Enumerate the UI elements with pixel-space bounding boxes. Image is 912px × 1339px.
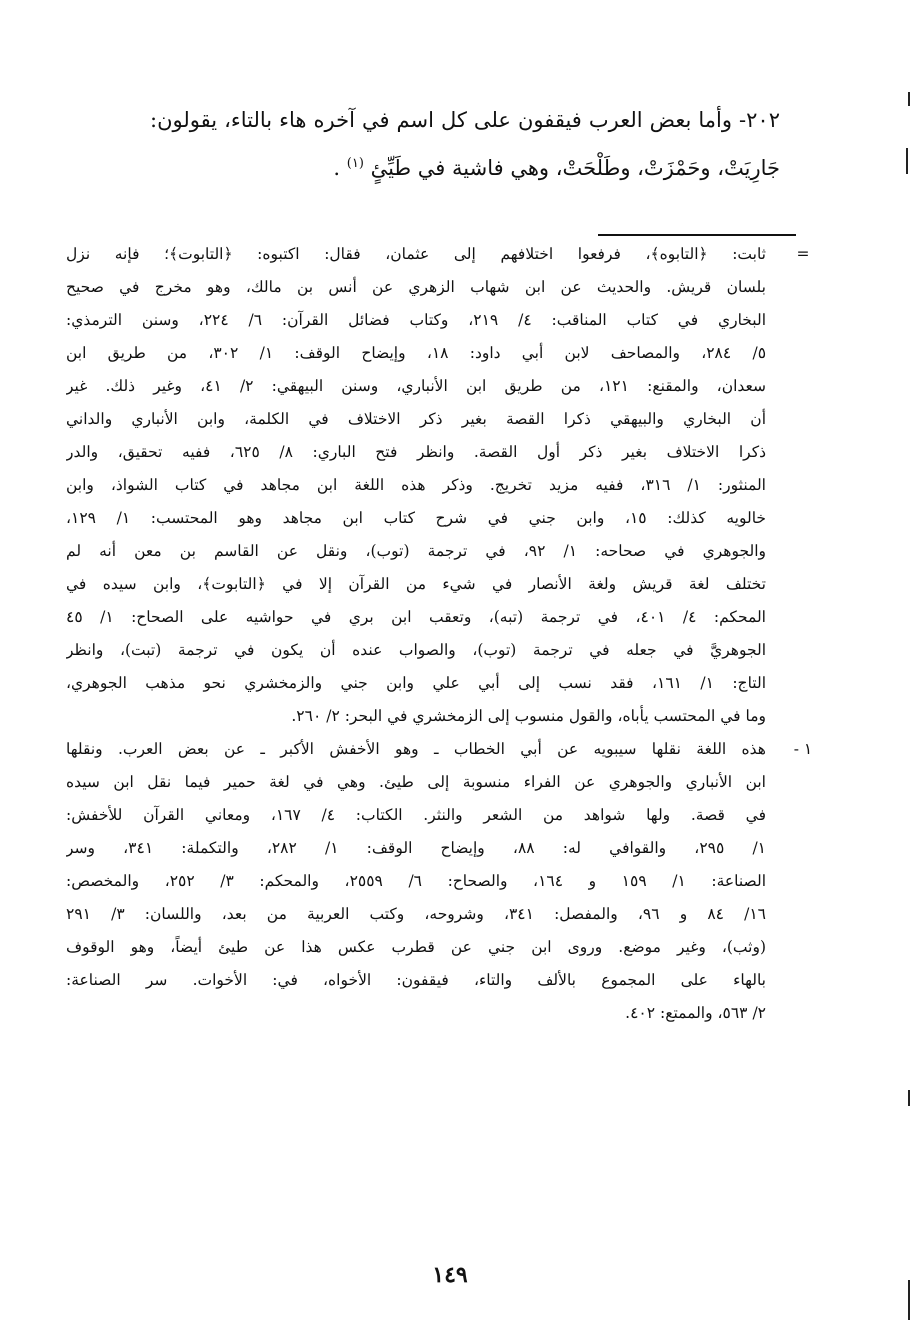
footnote-line: ٢/ ٥٦٣، والممتع: ٤٠٢. <box>625 1004 766 1022</box>
main-paragraph <box>150 98 780 190</box>
footnote-separator-rule <box>598 234 796 236</box>
page-edge-mark <box>908 92 910 106</box>
footnote-line: ثابت: ﴿التابوه﴾، فرفعوا اختلافهم إلى عثمان، فقال: اكتبوه: ﴿التابوت﴾؛ فإنه نزل <box>66 245 766 263</box>
footnote-line: البخاري في كتاب المناقب: ٤/ ٢١٩، وكتاب فضائل القرآن: ٦/ ٢٢٤، وسنن الترمذي: <box>66 311 766 329</box>
footnote-line: والجوهري في صحاحه: ١/ ٩٢، في ترجمة (توب)، ونقل عن القاسم بن معن أنه لم <box>66 542 766 560</box>
footnote-line: ١٦/ ٨٤ و ٩٦، والمفصل: ٣٤١، وشروحه، وكتب العربية من بعد، واللسان: ٣/ ٢٩١ <box>66 905 766 923</box>
footnote-reference: (١) <box>346 156 364 171</box>
continuation-marker: = <box>796 245 810 263</box>
footnote-line: الجوهريَّ في جعله في ترجمة (توب)، والصواب عنده أن يكون في ترجمة (تبت)، وانظر <box>66 641 766 659</box>
footnote-line: وما في المحتسب يأباه، والقول منسوب إلى الزمخشري في البحر: ٢/ ٢٦٠. <box>291 707 766 725</box>
page-edge-mark <box>908 1090 910 1106</box>
paragraph-text: وأما بعض العرب فيقفون على كل اسم في آخره هاء بالتاء، يقولون: جَارِيَتْ، وحَمْزَتْ، وطَلْحَتْ، وهي فاشية في طَيِّئٍ <box>150 108 780 180</box>
page-number: ١٤٩ <box>432 1262 468 1288</box>
footnote-line: المحكم: ٤/ ٤٠١، في ترجمة (تبه)، وتعقب ابن بري في حواشيه على الصحاح: ١/ ٤٥ <box>66 608 766 626</box>
footnote-line: بلسان قريش. والحديث عن ابن شهاب الزهري عن أنس بن مالك، وهو مخرج في صحيح <box>66 278 766 296</box>
footnote-line: تختلف لغة قريش ولغة الأنصار في شيء من القرآن إلا في ﴿التابوت﴾، وابن سيده في <box>66 575 766 593</box>
footnote-line: بالهاء على المجموع بالألف والتاء، فيقفون: الأخواه، في: الأخوات. سر الصناعة: <box>66 971 766 989</box>
footnote-1-marker: ١ - <box>793 740 813 758</box>
footnote-line: ذكرا الاختلاف بغير ذكر أول القصة. وانظر فتح الباري: ٨/ ٦٢٥، ففيه تحقيق، والدر <box>66 443 766 461</box>
footnote-continued <box>66 238 810 733</box>
page-edge-mark <box>908 1280 910 1320</box>
footnote-line: التاج: ١/ ١٦١، فقد نسب إلى أبي علي وابن جني والزمخشري نحو مذهب الجوهري، <box>66 674 766 692</box>
paragraph-number: ٢٠٢- <box>739 108 780 132</box>
footnotes-section <box>66 238 813 1030</box>
footnote-line: ٥/ ٢٨٤، والمصاحف لابن أبي داود: ١٨، وإيضاح الوقف: ١/ ٣٠٢، من طريق ابن <box>66 344 766 362</box>
footnote-line: سعدان، والمقنع: ١٢١، من طريق ابن الأنباري، وسنن البيهقي: ٢/ ٤١، وغير ذلك. غير <box>66 377 766 395</box>
footnote-line: في قصة. ولها شواهد من الشعر والنثر. الكتاب: ٤/ ١٦٧، ومعاني القرآن للأخفش: <box>66 806 766 824</box>
footnote-line: ١/ ٢٩٥، والقوافي له: ٨٨، وإيضاح الوقف: ١/ ٢٨٢، والتكملة: ٣٤١، وسر <box>66 839 766 857</box>
footnote-line: هذه اللغة نقلها سيبويه عن أبي الخطاب ـ وهو الأخفش الأكبر ـ عن بعض العرب. ونقلها <box>66 740 766 758</box>
footnote-line: الصناعة: ١/ ١٥٩ و ١٦٤، والصحاح: ٦/ ٢٥٥٩، والمحكم: ٣/ ٢٥٢، والمخصص: <box>66 872 766 890</box>
footnote-line: ابن الأنباري والجوهري عن الفراء منسوبة إلى طيئ. وهي في لغة حمير فيما نقل ابن سيده <box>66 773 766 791</box>
footnote-line: أن البخاري والبيهقي ذكرا القصة بغير ذكر الاختلاف في الكلمة، وابن الأنباري والداني <box>66 410 766 428</box>
footnote-line: المنثور: ١/ ٣١٦، ففيه مزيد تخريج. وذكر هذه اللغة ابن مجاهد في كتاب الشواذ، وابن <box>66 476 766 494</box>
footnote-1 <box>66 733 813 1030</box>
footnote-line: خالويه كذلك: ١٥، وابن جني في شرح كتاب ابن مجاهد وهو المحتسب: ١/ ١٢٩، <box>66 509 766 527</box>
paragraph-end-mark: . <box>333 156 341 180</box>
page-edge-mark <box>906 148 908 174</box>
footnote-line: (وثب)، وغير موضع. وروى ابن جني عن قطرب عكس هذا عن طيئ أيضاً، وهو الوقوف <box>66 938 766 956</box>
